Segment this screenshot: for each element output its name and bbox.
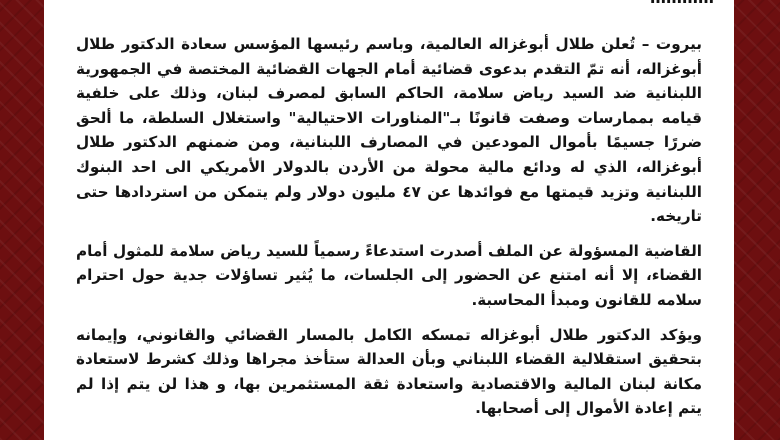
header-cut-off — [44, 0, 734, 10]
article-body — [76, 32, 702, 431]
paragraph-commitment: ويؤكد الدكتور طلال أبوغزاله تمسكه الكامل بالمسار القضائي والقانوني، وإيمانه بتحقيق استقلالية القضاء اللبناني وبأن العدالة ستأخذ مجراها وذلك كشرط لاستعادة مكانة لبنان المالية والاقتصادية واستعادة ثقة المستثمرين بها، و هذا لن يتم إذا لم يتم إعادة الأموال إلى أصحابها. — [76, 325, 702, 418]
paragraph-summons: القاضية المسؤولة عن الملف أصدرت استدعاءً رسمياً للسيد رياض سلامة للمثول أمام القضاء، إلا أنه امتنع عن الحضور إلى الجلسات، ما يُثير تساؤلات جدية حول احترام سلامه للقانون ومبدأ المحاسبة. — [76, 241, 702, 309]
header-title-fragment — [650, 0, 714, 7]
paragraph-lawsuit: بيروت – تُعلن طلال أبوغزاله العالمية، وباسم رئيسها المؤسس سعادة الدكتور طلال أبوغزاله، أنه تمّ التقدم بدعوى قضائية أمام الجهات القضائية المختصة في الجمهورية اللبنانية ضد السيد رياض سلامة، الحاكم السابق لمصرف لبنان، وذلك على خلفية قيامه بممارسات وصفت قانونًا بـ"المناورات الاحتيالية" واستغلال السلطة، ما ألحق ضررًا جسيمًا بأموال المودعين في المصارف اللبنانية، ومن ضمنهم الدكتور طلال أبوغزاله، الذي له ودائع مالية محولة من الأردن بالدولار الأمريكي الى احد البنوك اللبنانية وتزيد قيمتها مع فوائدها عن ٤٧ مليون دولار ولم يتمكن من استردادها حتى تاريخه. — [76, 35, 702, 226]
